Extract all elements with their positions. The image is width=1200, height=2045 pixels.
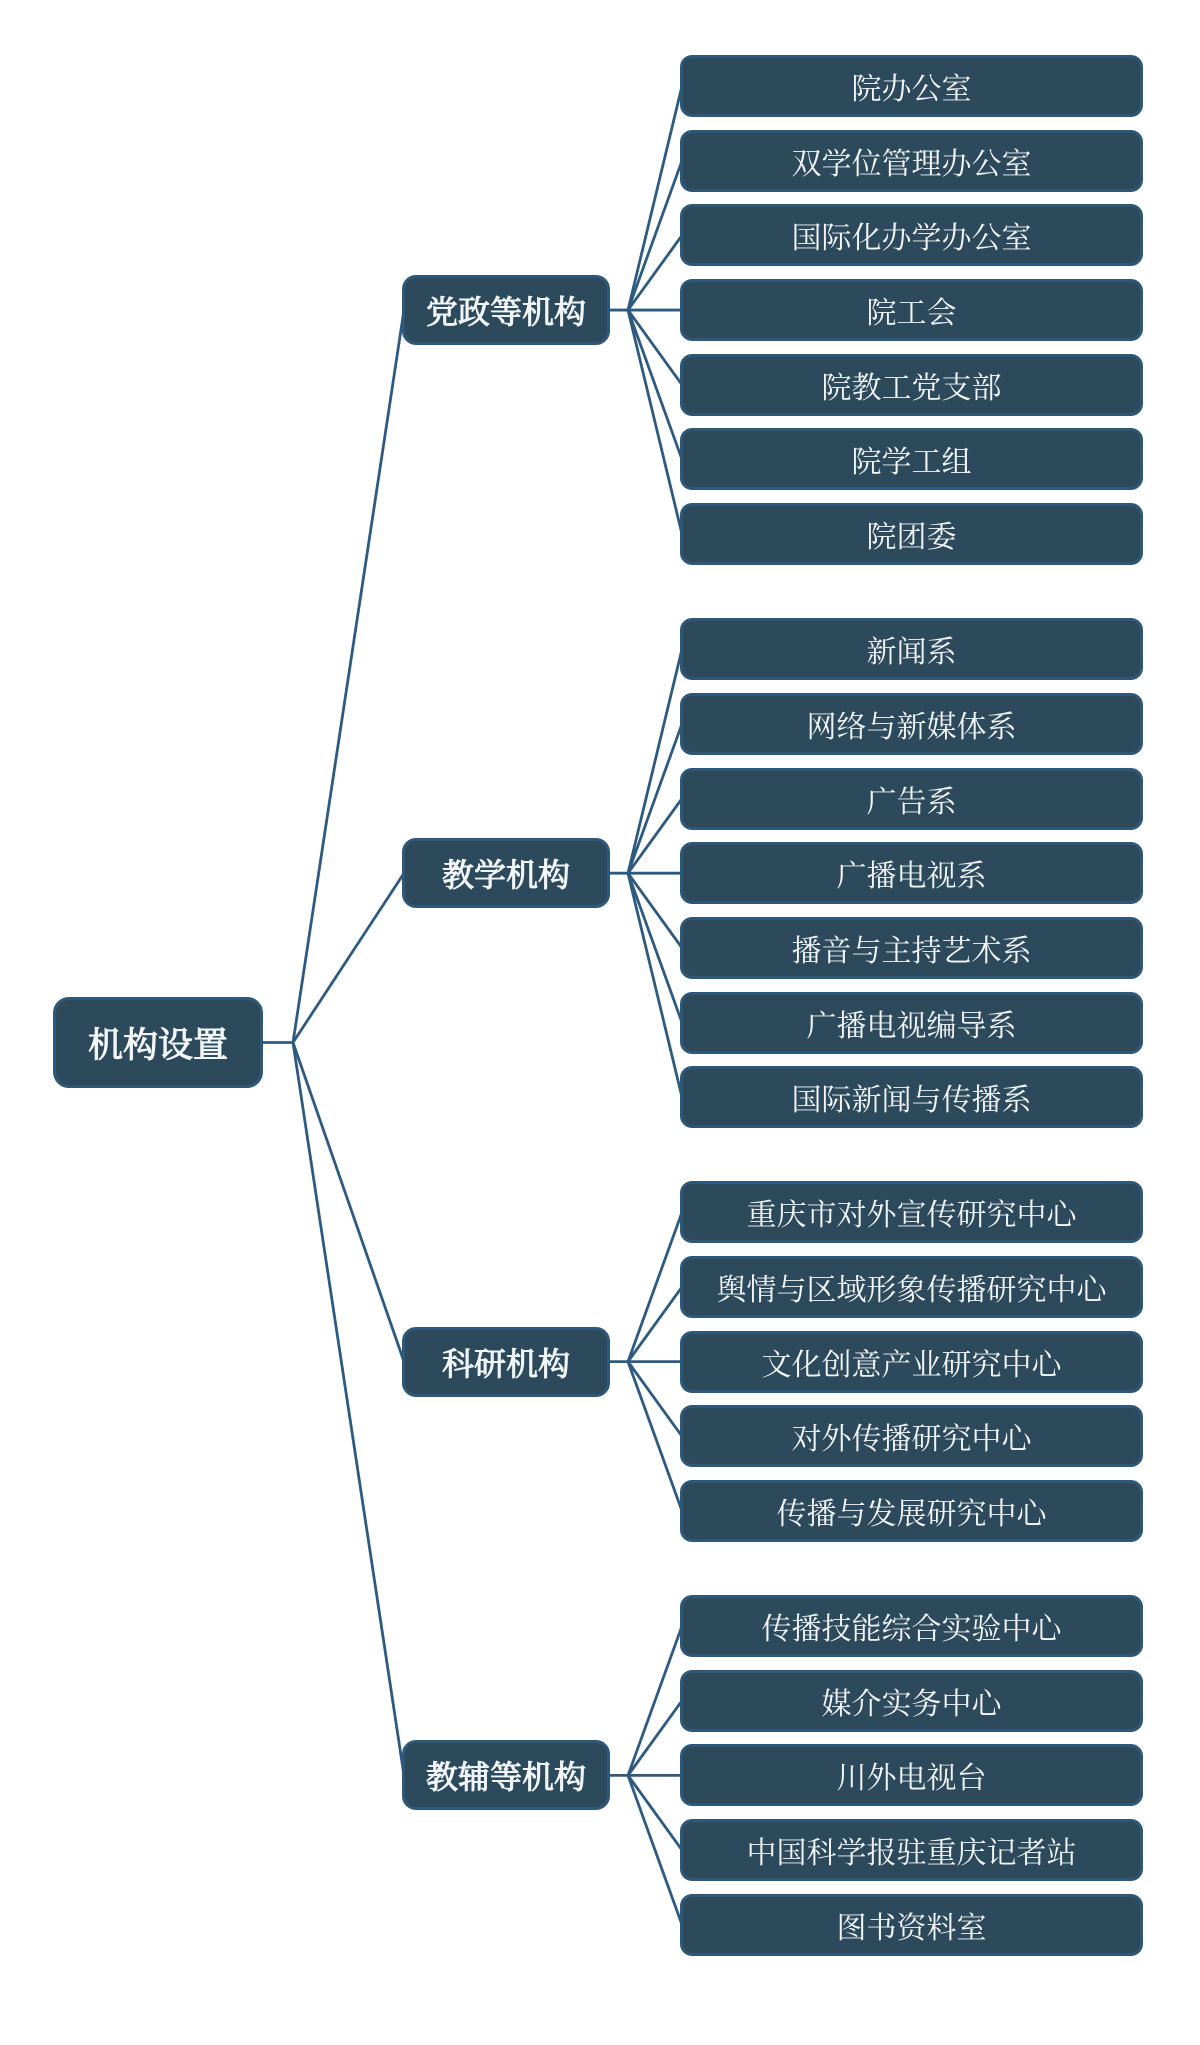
leaf-node-label: 广播电视编导系 [806, 1008, 1017, 1044]
leaf-node [680, 130, 1143, 192]
branch-node-label: 教学机构 [441, 856, 570, 895]
leaf-node-label: 川外电视台 [836, 1761, 987, 1797]
leaf-node-label: 播音与主持艺术系 [791, 933, 1032, 969]
leaf-node [680, 842, 1143, 904]
leaf-node [680, 279, 1143, 341]
leaf-node-label: 传播与发展研究中心 [776, 1497, 1047, 1532]
branch-node-support [402, 1740, 610, 1810]
branch-node-party-admin [402, 275, 610, 345]
leaf-node [680, 1894, 1143, 1956]
leaf-node [680, 1480, 1143, 1542]
leaf-node [680, 1331, 1143, 1393]
branch-node-teaching [402, 838, 610, 908]
leaf-node-label: 文化创意产业研究中心 [761, 1347, 1062, 1383]
leaf-node [680, 992, 1143, 1054]
leaf-node-label: 舆情与区域形象传播研究中心 [716, 1272, 1107, 1308]
leaf-node-label: 院办公室 [851, 72, 972, 107]
leaf-node [680, 1595, 1143, 1657]
leaf-node [680, 55, 1143, 117]
leaf-node-label: 重庆市对外宣传研究中心 [746, 1198, 1077, 1234]
leaf-node [680, 354, 1143, 416]
leaf-group-party-admin [680, 55, 1143, 565]
leaf-node [680, 1744, 1143, 1806]
leaf-node-label: 国际化办学办公室 [791, 221, 1032, 257]
leaf-node-label: 院工会 [866, 296, 957, 332]
leaf-node [680, 428, 1143, 490]
leaf-node-label: 双学位管理办公室 [791, 146, 1032, 182]
leaf-node [680, 1670, 1143, 1732]
leaf-node [680, 1066, 1143, 1128]
leaf-node [680, 768, 1143, 830]
leaf-node-label: 网络与新媒体系 [806, 709, 1017, 745]
leaf-node-label: 院团委 [866, 520, 957, 556]
branch-node-label: 科研机构 [441, 1344, 570, 1383]
leaf-node-label: 国际新闻与传播系 [791, 1083, 1032, 1119]
leaf-node-label: 中国科学报驻重庆记者站 [746, 1836, 1077, 1872]
leaf-node-label: 传播技能综合实验中心 [761, 1612, 1062, 1647]
branch-node-label: 党政等机构 [425, 293, 586, 332]
leaf-node [680, 917, 1143, 979]
leaf-group-research [680, 1181, 1143, 1542]
leaf-node-label: 新闻系 [866, 635, 957, 671]
branch-node-label: 教辅等机构 [425, 1758, 586, 1797]
leaf-column [680, 55, 1143, 1956]
leaf-node [680, 693, 1143, 755]
leaf-node [680, 503, 1143, 565]
leaf-node-label: 院学工组 [851, 445, 972, 481]
branch-node-research [402, 1327, 610, 1397]
leaf-node-label: 院教工党支部 [821, 370, 1002, 406]
leaf-group-support [680, 1595, 1143, 1956]
leaf-node-label: 媒介实务中心 [821, 1686, 1002, 1722]
leaf-node-label: 广告系 [866, 784, 957, 820]
root-node [53, 997, 263, 1088]
root-node-label: 机构设置 [87, 1025, 228, 1066]
leaf-node [680, 204, 1143, 266]
leaf-node-label: 图书资料室 [836, 1910, 987, 1946]
leaf-node-label: 对外传播研究中心 [791, 1422, 1032, 1458]
leaf-node-label: 广播电视系 [836, 859, 987, 895]
leaf-node [680, 618, 1143, 680]
leaf-node [680, 1181, 1143, 1243]
leaf-node [680, 1256, 1143, 1318]
leaf-group-teaching [680, 618, 1143, 1128]
leaf-node [680, 1405, 1143, 1467]
leaf-node [680, 1819, 1143, 1881]
